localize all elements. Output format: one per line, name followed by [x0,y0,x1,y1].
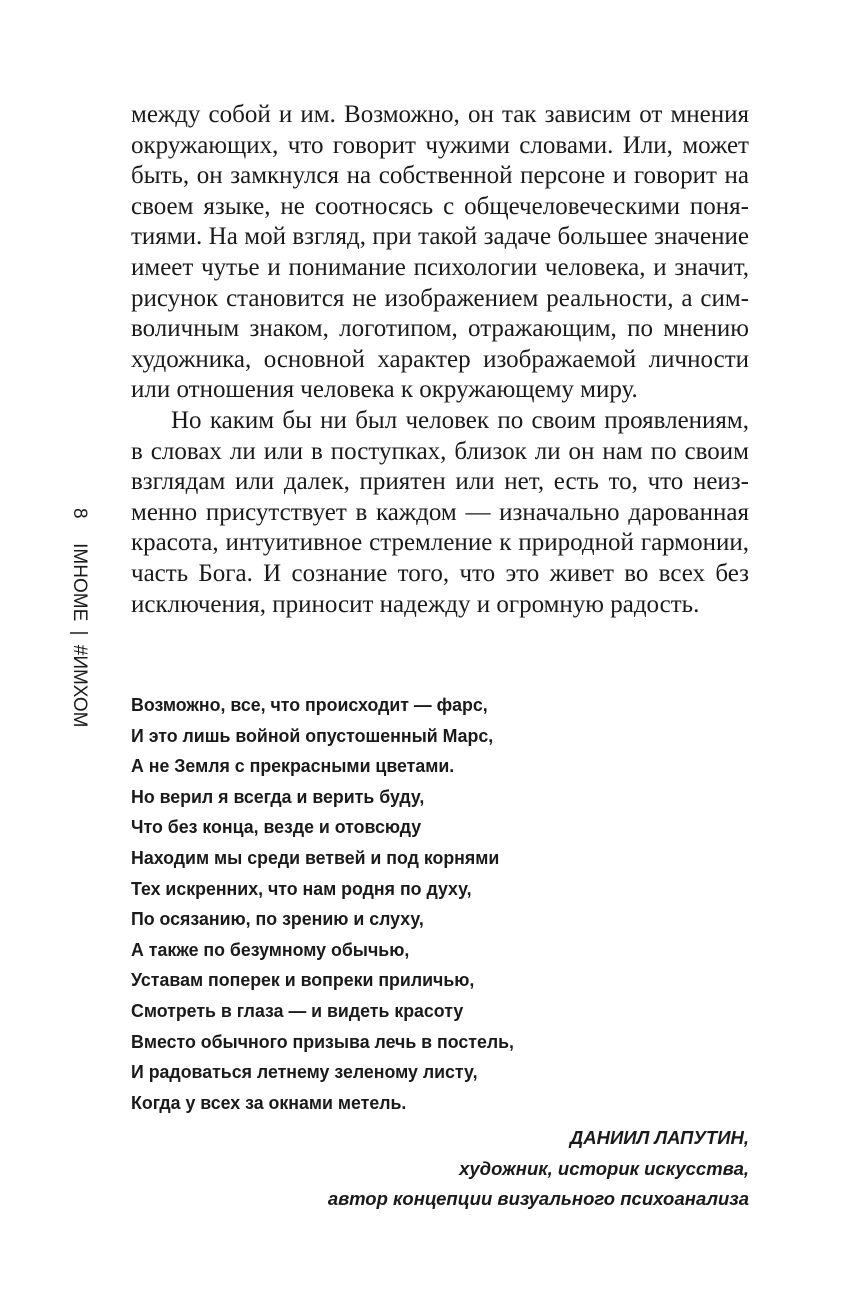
paragraph-2: Но каким бы ни был человек по своим проявлениям, в словах ли или в поступках, близок ли он нам по своим взглядам или далек, приятен или нет, есть то, что неизменно присутствует в каждом — изначально дарованная красота, интуитивное стремление к природной гармонии, часть Бога. И сознание того, что это живет во всех без исключения, приносит надежду и огромную радость. [131,406,749,618]
page-number: 8 [69,508,90,519]
poem-line: А не Земля с прекрасными цветами. [131,755,455,777]
body-text [131,100,749,620]
poem-line: Возможно, все, что происходит — фарс, [131,694,488,715]
poem-line: И это лишь войной опустошенный Марс, [131,724,494,746]
poem-line: Уставам поперек и вопреки приличью, [131,969,475,991]
poem-line: Когда у всех за окнами метель. [131,1091,407,1113]
section-name: IMHOME [69,543,90,622]
poem-line: Тех искренних, что нам родня по духу, [131,877,472,899]
poem [131,690,749,1118]
author-description: автор концепции визуального психоанализа [327,1188,749,1210]
signature [328,1123,749,1215]
paragraph-1: между собой и им. Возможно, он так зависим от мнения окружающих, что говорит чужими словами. Или, может быть, он замкнулся на собственной персоне и говорит на своем языке, не соотносясь с общечеловеческими понятиями. На мой взгляд, при такой задаче большее значение имеет чутье и понимание психологии человека, и значит, рисунок становится не изображением реальности, а символичным знаком, логотипом, отражающим, по мнению художника, основной характер изображаемой личности или отношения человека к окружающему миру. [131,101,749,404]
poem-line: А также по безумному обычью, [131,938,410,960]
poem-line: Вместо обычного призыва лечь в постель, [131,1030,514,1052]
author-name: ДАНИИЛ ЛАПУТИН, [569,1127,749,1148]
author-role: художник, историк искусства, [459,1157,749,1179]
header-separator: | [69,630,90,636]
poem-line: Смотреть в глаза — и видеть красоту [131,999,464,1021]
poem-line: Но верил я всегда и верить буду, [131,785,425,807]
section-tag: #ИМХОМ [69,644,90,728]
poem-line: Находим мы среди ветвей и под корнями [131,846,500,868]
running-header [68,508,90,727]
poem-line: И радоваться летнему зеленому листу, [131,1061,478,1083]
poem-line: По осязанию, по зрению и слуху, [131,908,424,930]
poem-line: Что без конца, везде и отовсюду [131,816,422,838]
